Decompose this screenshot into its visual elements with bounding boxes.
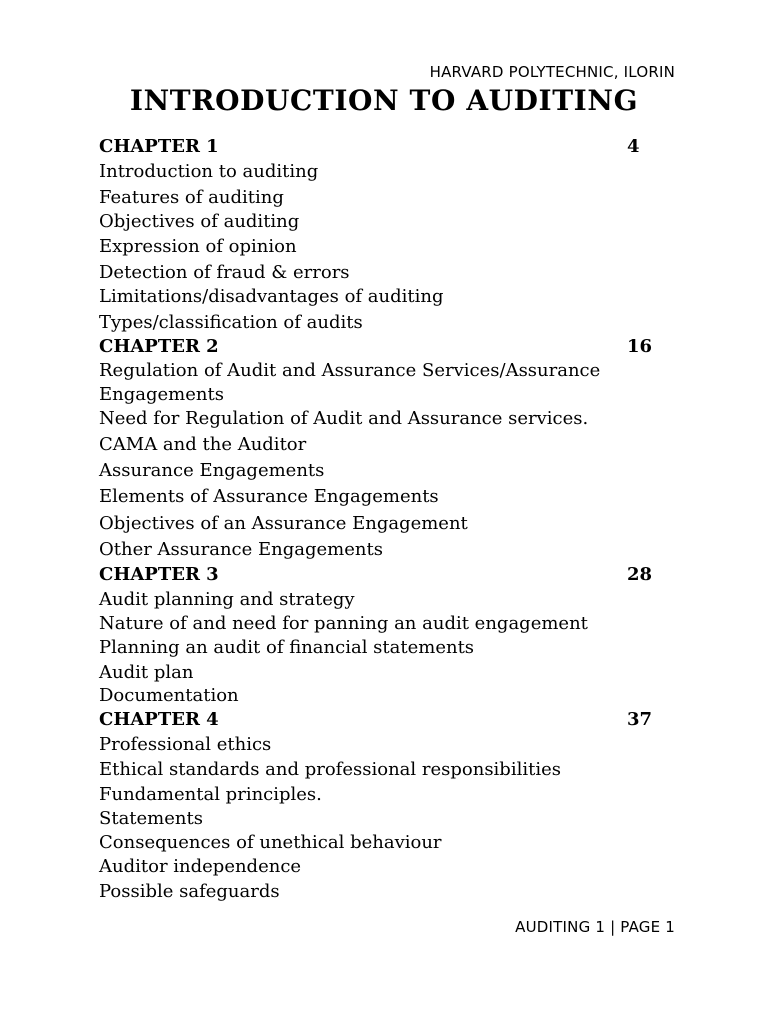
chapter-label: CHAPTER 3 [99, 564, 219, 585]
toc-item: Planning an audit of financial statements [99, 637, 475, 658]
toc-chapter-heading [99, 136, 659, 158]
toc-item: Types/classification of audits [99, 312, 363, 333]
chapter-page-number: 4 [627, 136, 640, 157]
chapter-label: CHAPTER 1 [99, 136, 219, 157]
toc-item: Nature of and need for panning an audit engagement [99, 613, 588, 634]
toc-item: Expression of opinion [99, 236, 297, 257]
toc-item: Objectives of auditing [99, 211, 300, 232]
toc-item: Auditor independence [99, 856, 302, 877]
toc-item: Other Assurance Engagements [99, 539, 383, 560]
toc-item: Objectives of an Assurance Engagement [99, 513, 468, 534]
chapter-label: CHAPTER 4 [99, 709, 219, 730]
toc-item: Statements [99, 808, 203, 829]
toc-item: Audit planning and strategy [99, 589, 355, 610]
toc-item: Features of auditing [99, 187, 284, 208]
chapter-page-number: 37 [627, 709, 653, 730]
toc-item: Detection of fraud & errors [99, 262, 350, 283]
toc-item: Limitations/disadvantages of auditing [99, 286, 444, 307]
chapter-page-number: 28 [627, 564, 653, 585]
toc-item: Ethical standards and professional responsibilities [99, 759, 561, 780]
toc-item: Professional ethics [99, 734, 272, 755]
document-header: HARVARD POLYTECHNIC, ILORIN [429, 63, 675, 81]
toc-item: Assurance Engagements [99, 460, 325, 481]
toc-item: Possible safeguards [99, 881, 280, 902]
document-title: INTRODUCTION TO AUDITING [129, 84, 639, 117]
toc-item: Engagements [99, 384, 224, 405]
toc-item: Documentation [99, 685, 239, 706]
toc-chapter-heading [99, 564, 659, 586]
toc-item: Need for Regulation of Audit and Assurance services. [99, 408, 589, 429]
toc-chapter-heading [99, 336, 659, 358]
toc-item: CAMA and the Auditor [99, 434, 307, 455]
toc-item: Introduction to auditing [99, 161, 319, 182]
toc-item: Consequences of unethical behaviour [99, 832, 442, 853]
toc-item: Fundamental principles. [99, 784, 322, 805]
toc-item: Regulation of Audit and Assurance Services/Assurance [99, 360, 601, 381]
chapter-page-number: 16 [627, 336, 653, 357]
toc-item: Audit plan [99, 662, 194, 683]
page-footer: AUDITING 1 | PAGE 1 [515, 918, 675, 936]
toc-item: Elements of Assurance Engagements [99, 486, 439, 507]
chapter-label: CHAPTER 2 [99, 336, 219, 357]
toc-chapter-heading [99, 709, 659, 731]
